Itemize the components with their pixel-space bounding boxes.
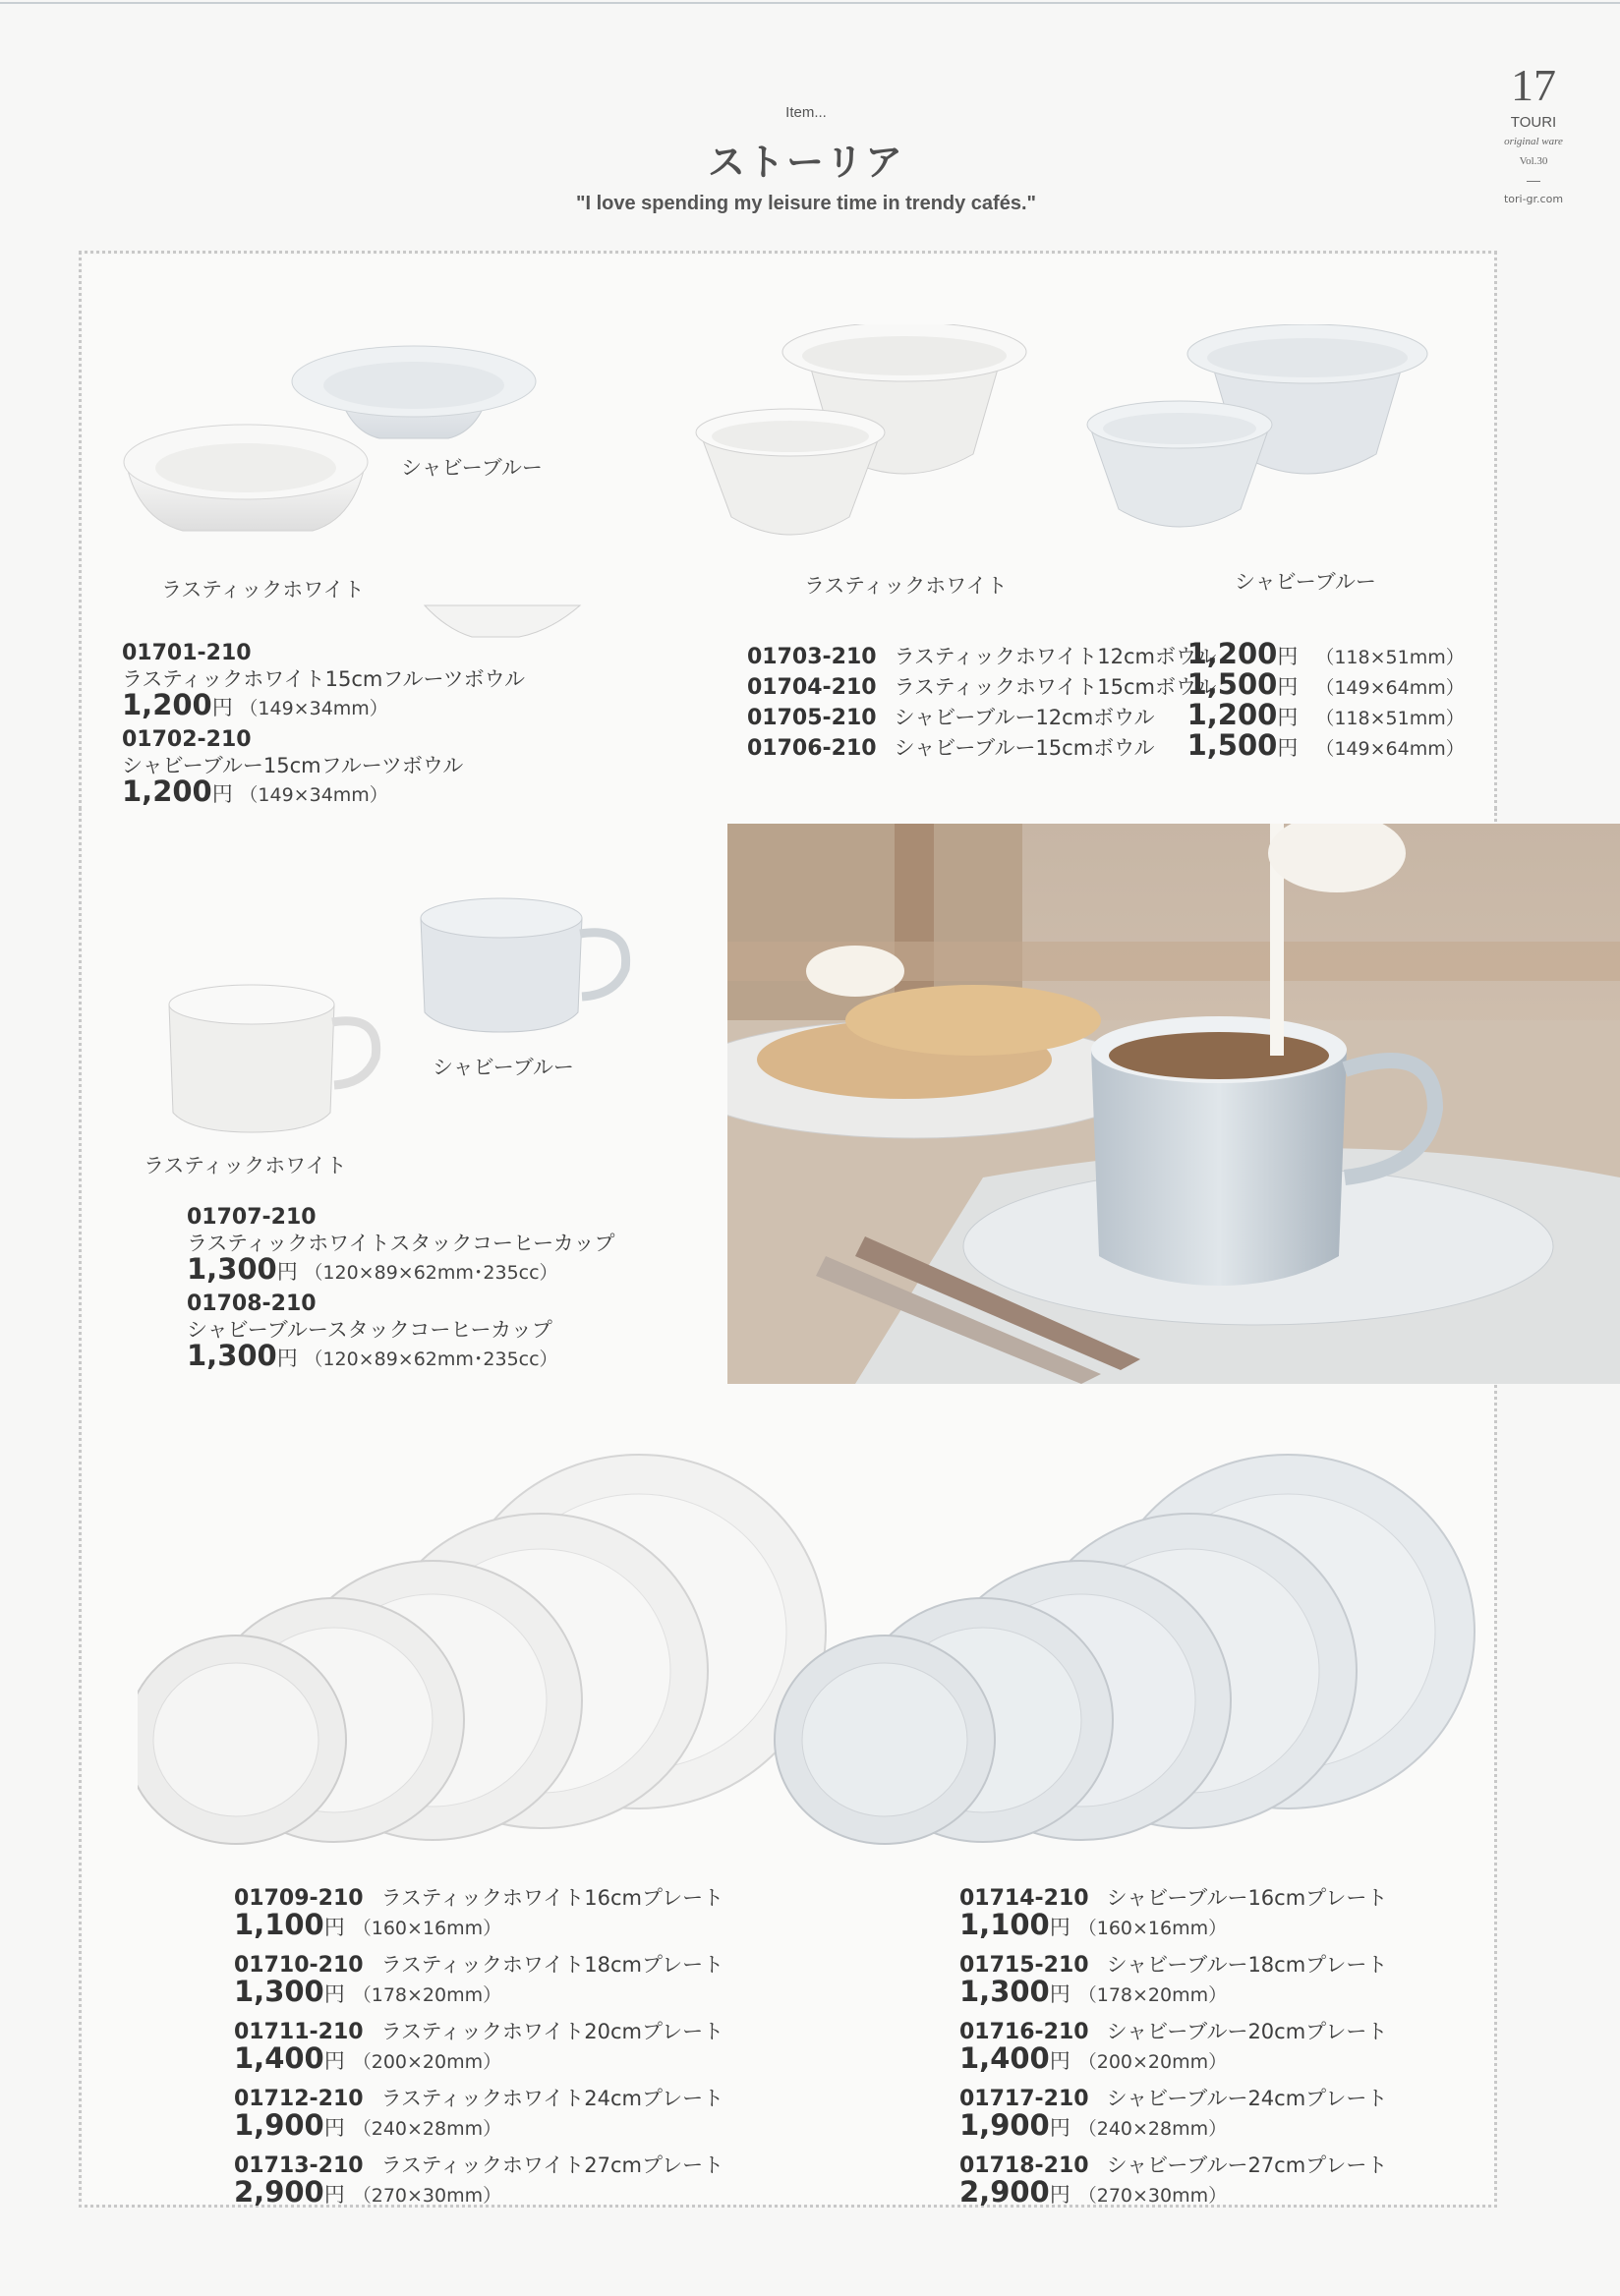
yen-mark: 円 (1049, 2116, 1070, 2140)
caption-cup-blue: シャビーブルー (433, 1056, 574, 1079)
divider (1527, 181, 1540, 182)
product-size: （178×20mm） (352, 1984, 502, 2006)
product-name: シャビーブルー27cmプレート (1106, 2153, 1388, 2177)
product-size: （270×30mm） (1077, 2185, 1228, 2207)
product-price: 1,200 (122, 775, 212, 808)
product-name: ラスティックホワイト15cmフルーツボウル (122, 667, 526, 691)
product-name: シャビーブルー18cmプレート (1106, 1953, 1388, 1977)
product-code: 01703-210 (747, 645, 877, 669)
product-entry (122, 641, 525, 721)
product-size: （120×89×62mm･235cc） (304, 1349, 558, 1370)
product-name: シャビーブルースタックコーヒーカップ (187, 1318, 552, 1342)
yen-mark: 円 (323, 1916, 345, 1939)
product-entry (234, 2152, 723, 2210)
yen-mark: 円 (1277, 736, 1299, 760)
product-price: 1,300 (959, 1975, 1050, 2008)
product-entry (234, 1952, 723, 2009)
product-code: 01713-210 (234, 2153, 364, 2178)
product-name: ラスティックホワイト24cmプレート (380, 2087, 724, 2110)
product-price: 1,200 (1186, 698, 1278, 731)
product-name: シャビーブルー16cmプレート (1106, 1886, 1388, 1910)
product-entry (959, 2152, 1387, 2210)
shabby-blue-12cm-bowl (1087, 401, 1272, 527)
product-price: 1,400 (959, 2041, 1050, 2075)
bowl-profile (425, 605, 580, 637)
product-name: シャビーブルー15cmボウル (894, 736, 1155, 760)
yen-mark: 円 (323, 2183, 345, 2207)
product-price: 1,900 (959, 2108, 1050, 2142)
cup-list (187, 1205, 615, 1372)
yen-mark: 円 (1049, 1916, 1070, 1939)
brand-name: TOURI (1510, 114, 1557, 131)
product-price: 1,100 (234, 1908, 324, 1941)
product-entry (959, 1885, 1387, 1942)
product-code: 01718-210 (959, 2153, 1089, 2178)
product-code: 01708-210 (187, 1292, 317, 1316)
product-code: 01707-210 (187, 1205, 317, 1230)
white-plate-list (234, 1885, 723, 2210)
product-size: （120×89×62mm･235cc） (304, 1262, 558, 1284)
page-number: 17 (1511, 60, 1556, 110)
product-code: 01716-210 (959, 2020, 1089, 2044)
rustic-white-coffee-cup (169, 985, 376, 1132)
yen-mark: 円 (1277, 675, 1299, 699)
yen-mark: 円 (1277, 645, 1299, 668)
caption-bowl-blue: シャビーブルー (1235, 570, 1376, 594)
product-price: 1,200 (122, 688, 212, 721)
item-label: Item... (785, 104, 827, 121)
product-price: 1,200 (1186, 637, 1278, 670)
product-price: 2,900 (234, 2175, 324, 2209)
product-entry (234, 1885, 723, 1942)
product-size: （149×64mm） (1315, 677, 1465, 699)
product-name: ラスティックホワイト15cmボウル (894, 675, 1217, 699)
plate-illustration (138, 1445, 1494, 1867)
product-size: （149×34mm） (239, 784, 388, 806)
product-row (747, 698, 1465, 732)
product-code: 01715-210 (959, 1953, 1089, 1978)
caption-fruit-blue: シャビーブルー (401, 456, 543, 480)
caption-bowl-white: ラスティックホワイト (804, 574, 1008, 598)
product-size: （270×30mm） (352, 2185, 502, 2207)
product-row (747, 637, 1465, 671)
product-entry (234, 2086, 723, 2143)
cafe-scene (727, 824, 1620, 1384)
product-code: 01701-210 (122, 641, 252, 665)
product-name: ラスティックホワイト20cmプレート (380, 2020, 724, 2043)
product-name: ラスティックホワイト27cmプレート (380, 2153, 724, 2177)
product-size: （200×20mm） (352, 2051, 502, 2073)
website-url: tori-gr.com (1503, 193, 1564, 205)
yen-mark: 円 (323, 2049, 345, 2073)
fruit-bowl-list (122, 641, 525, 808)
product-price: 2,900 (959, 2175, 1050, 2209)
product-code: 01717-210 (959, 2087, 1089, 2111)
product-name: シャビーブルー15cmフルーツボウル (122, 754, 464, 777)
product-entry (959, 1952, 1387, 2009)
product-price: 1,300 (187, 1339, 277, 1372)
product-name: ラスティックホワイト12cmボウル (894, 645, 1217, 668)
product-size: （240×28mm） (352, 2118, 502, 2140)
product-name: ラスティックホワイト16cmプレート (380, 1886, 724, 1910)
rustic-white-12cm-bowl (696, 409, 885, 535)
bowl-list (747, 637, 1465, 763)
product-size: （240×28mm） (1077, 2118, 1228, 2140)
product-size: （118×51mm） (1315, 708, 1465, 729)
product-row (747, 667, 1465, 702)
yen-mark: 円 (276, 1260, 298, 1284)
top-rule (0, 2, 1620, 4)
cup-illustration (157, 885, 639, 1140)
yen-mark: 円 (1277, 706, 1299, 729)
product-code: 01709-210 (234, 1886, 364, 1911)
page-subtitle: "I love spending my leisure time in trendy cafés." (576, 193, 1036, 214)
product-code: 01705-210 (747, 706, 877, 730)
product-entry (234, 2019, 723, 2076)
product-name: ラスティックホワイトスタックコーヒーカップ (187, 1232, 615, 1255)
product-entry (959, 2019, 1387, 2076)
product-size: （160×16mm） (352, 1918, 502, 1939)
product-size: （200×20mm） (1077, 2051, 1228, 2073)
shabby-blue-coffee-cup (421, 898, 626, 1032)
product-code: 01704-210 (747, 675, 877, 700)
yen-mark: 円 (323, 1982, 345, 2006)
product-name: シャビーブルー12cmボウル (894, 706, 1155, 729)
product-price: 1,500 (1186, 667, 1278, 701)
product-row (747, 728, 1465, 763)
shabby-blue-fruit-bowl (292, 346, 536, 438)
yen-mark: 円 (1049, 2049, 1070, 2073)
product-code: 01706-210 (747, 736, 877, 761)
shabby-blue-plates (775, 1455, 1475, 1844)
yen-mark: 円 (1049, 2183, 1070, 2207)
product-price: 1,500 (1186, 728, 1278, 762)
product-entry (187, 1205, 615, 1286)
product-entry (959, 2086, 1387, 2143)
product-code: 01714-210 (959, 1886, 1089, 1911)
yen-mark: 円 (276, 1347, 298, 1370)
rustic-white-plates (138, 1455, 826, 1844)
product-code: 01702-210 (122, 727, 252, 752)
product-price: 1,900 (234, 2108, 324, 2142)
product-entry (187, 1292, 615, 1372)
caption-cup-white: ラスティックホワイト (144, 1154, 347, 1177)
yen-mark: 円 (1049, 1982, 1070, 2006)
page-title: ストーリア (707, 141, 904, 184)
product-name: シャビーブルー24cmプレート (1106, 2087, 1388, 2110)
product-price: 1,400 (234, 2041, 324, 2075)
product-size: （178×20mm） (1077, 1984, 1228, 2006)
rustic-white-fruit-bowl (124, 425, 368, 531)
product-size: （149×64mm） (1315, 738, 1465, 760)
product-code: 01710-210 (234, 1953, 364, 1978)
caption-fruit-white: ラスティックホワイト (161, 578, 365, 602)
volume-label: Vol.30 (1519, 155, 1548, 167)
product-code: 01712-210 (234, 2087, 364, 2111)
product-price: 1,300 (187, 1252, 277, 1286)
product-size: （149×34mm） (239, 698, 388, 719)
product-code: 01711-210 (234, 2020, 364, 2044)
yen-mark: 円 (323, 2116, 345, 2140)
bowl-illustration (688, 324, 1475, 560)
product-size: （160×16mm） (1077, 1918, 1228, 1939)
product-name: ラスティックホワイト18cmプレート (380, 1953, 724, 1977)
yen-mark: 円 (211, 782, 233, 806)
yen-mark: 円 (211, 696, 233, 719)
product-size: （118×51mm） (1315, 647, 1465, 668)
lifestyle-photo (727, 824, 1620, 1384)
product-entry (122, 727, 525, 808)
blue-plate-list (959, 1885, 1387, 2210)
product-name: シャビーブルー20cmプレート (1106, 2020, 1388, 2043)
brand-line: original ware (1504, 136, 1563, 147)
product-price: 1,300 (234, 1975, 324, 2008)
product-price: 1,100 (959, 1908, 1050, 1941)
